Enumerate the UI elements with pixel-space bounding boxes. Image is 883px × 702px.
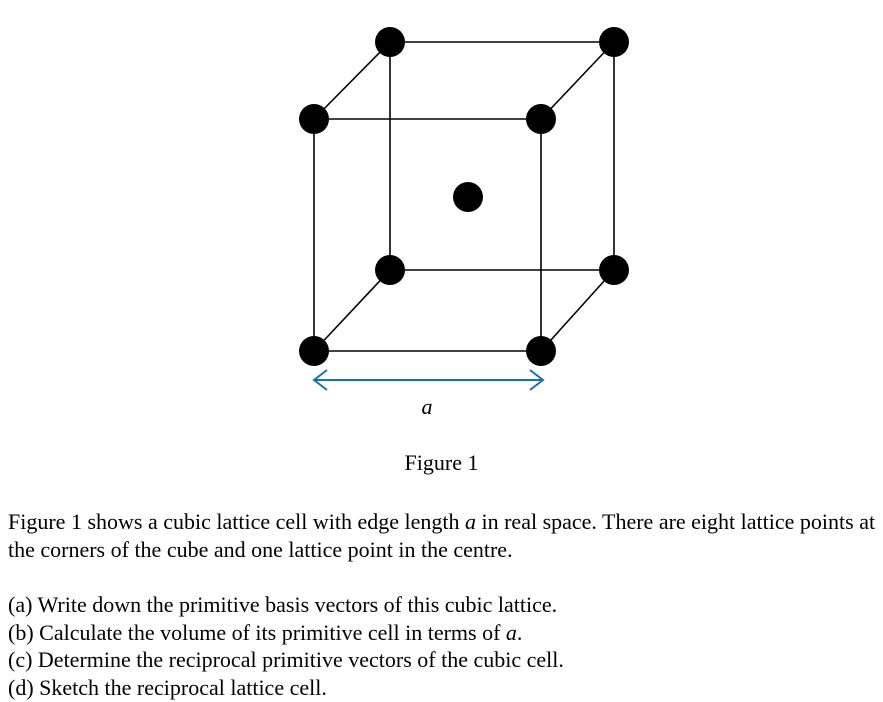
corner-lattice-point [375,27,405,57]
cube-edge [314,42,390,119]
description-variable: a [464,509,476,534]
question-suffix: . [516,619,523,645]
question-text: (a) Write down the primitive basis vectors of this cubic lattice. [8,592,558,617]
question-text: (b) Calculate the volume of its primitive cell in terms of [8,619,506,645]
corner-lattice-point [526,104,556,134]
question-text: (d) Sketch the reciprocal lattice cell. [8,674,327,700]
centre-lattice-point [453,182,483,212]
corner-lattice-point [299,104,329,134]
edge-length-arrow [314,370,543,390]
corner-lattice-point [599,27,629,57]
question-item [8,674,878,702]
description-text: in real space. There are eight lattice points at the corners of the cube and one lattice point in the centre. [8,509,876,562]
corner-lattice-point [375,255,405,285]
question-list [8,591,878,701]
question-variable: a [505,619,517,645]
cube-edge [541,42,614,119]
corner-lattice-point [299,336,329,366]
figure-caption: Figure 1 [404,450,479,475]
edge-length-label: a [421,394,433,419]
question-item [8,646,878,674]
problem-description [8,508,878,564]
description-text: Figure 1 shows a cubic lattice cell with edge length [8,509,465,534]
question-item [8,591,878,619]
question-text: (c) Determine the reciprocal primitive vectors of the cubic cell. [8,647,564,672]
corner-lattice-point [599,255,629,285]
cube-edge [541,270,614,351]
question-item [8,619,878,647]
cube-edge [314,270,390,351]
corner-lattice-point [526,336,556,366]
